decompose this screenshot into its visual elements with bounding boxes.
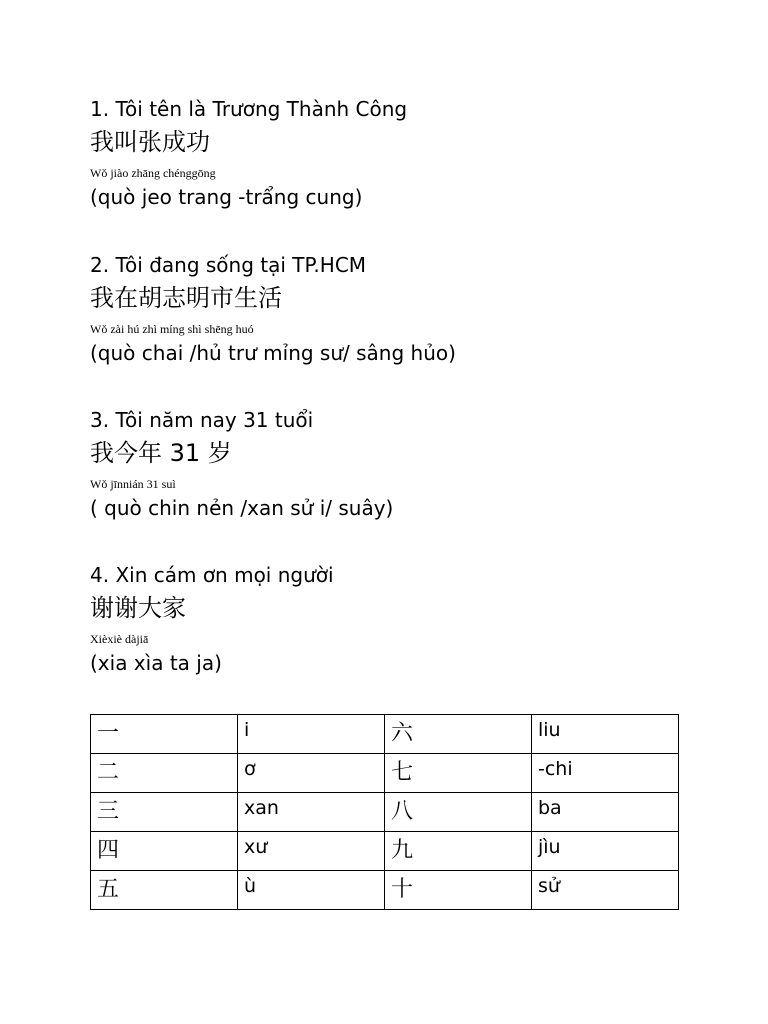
- vietnamese-sentence: 2. Tôi đang sống tại TP.HCM: [90, 253, 367, 277]
- pronunciation-cell: ơ: [238, 754, 385, 793]
- phrase-entry-1: [90, 94, 710, 212]
- vietnamese-sentence: 1. Tôi tên là Trương Thành Công: [90, 97, 408, 121]
- pronunciation-cell: ba: [532, 793, 679, 832]
- pronunciation-cell: liu: [532, 715, 679, 754]
- table-row: [91, 871, 679, 910]
- phrase-entry-2: [90, 250, 710, 368]
- chinese-numeral-cell: 一: [91, 715, 238, 754]
- vietnamese-sentence: 3. Tôi năm nay 31 tuổi: [90, 408, 314, 432]
- table-row: [91, 832, 679, 871]
- vietnamese-sentence: 4. Xin cám ơn mọi người: [90, 563, 334, 587]
- phrase-entry-4: [90, 560, 710, 678]
- pronunciation-guide: ( quò chin nẻn /xan sử i/ suây): [90, 496, 394, 520]
- chinese-numeral-cell: 七: [385, 754, 532, 793]
- pinyin-line: Wǒ jīnnián 31 suì: [90, 477, 176, 491]
- pinyin-line: Wǒ jiào zhāng chénggōng: [90, 166, 216, 180]
- chinese-numeral-cell: 四: [91, 832, 238, 871]
- pronunciation-guide: (quò chai /hủ trư mỉng sư/ sâng hủo): [90, 341, 456, 365]
- numbers-table: [90, 714, 679, 910]
- chinese-sentence: 谢谢大家: [90, 594, 186, 622]
- pronunciation-cell: xư: [238, 832, 385, 871]
- pinyin-line: Wǒ zài hú zhì míng shì shēng huó: [90, 322, 254, 336]
- pronunciation-cell: -chi: [532, 754, 679, 793]
- pronunciation-cell: xan: [238, 793, 385, 832]
- table-row: [91, 793, 679, 832]
- chinese-numeral-cell: 五: [91, 871, 238, 910]
- pronunciation-cell: sử: [532, 871, 679, 910]
- pronunciation-cell: jìu: [532, 832, 679, 871]
- pinyin-line: Xièxiè dàjiā: [90, 632, 149, 646]
- chinese-numeral-cell: 三: [91, 793, 238, 832]
- chinese-sentence: 我今年 31 岁: [90, 439, 232, 467]
- chinese-numeral-cell: 六: [385, 715, 532, 754]
- phrase-entry-3: [90, 405, 710, 523]
- chinese-sentence: 我叫张成功: [90, 128, 210, 156]
- table-row: [91, 754, 679, 793]
- pronunciation-guide: (quò jeo trang -trẩng cung): [90, 185, 363, 209]
- chinese-numeral-cell: 九: [385, 832, 532, 871]
- chinese-numeral-cell: 八: [385, 793, 532, 832]
- table-row: [91, 715, 679, 754]
- pronunciation-guide: (xia xìa ta ja): [90, 651, 222, 675]
- chinese-sentence: 我在胡志明市生活: [90, 284, 282, 312]
- pronunciation-cell: i: [238, 715, 385, 754]
- pronunciation-cell: ù: [238, 871, 385, 910]
- chinese-numeral-cell: 十: [385, 871, 532, 910]
- chinese-numeral-cell: 二: [91, 754, 238, 793]
